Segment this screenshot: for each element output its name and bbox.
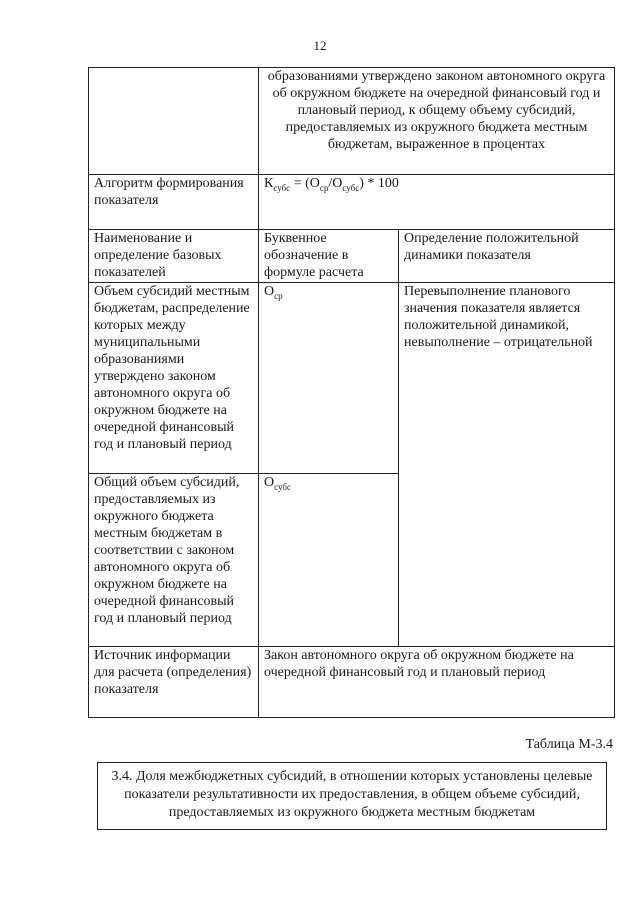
formula-close: ) * 100 [359,176,399,191]
algorithm-formula [259,175,615,230]
source-value: Закон автономного округа об окружном бюджете на очередной финансовый год и плановый период [259,647,615,718]
indicator-1-name: Объем субсидий местным бюджетам, распределение которых между муниципальными образованиями утверждено законом автономного округа об окружном бюджете на очередной финансовый год и плановый период [89,283,259,474]
indicator-2-letter: О [264,475,275,490]
table-label: Таблица М-3.4 [525,737,613,752]
formula-k-sub: субс [273,182,291,193]
formula-o2-sub: субс [342,182,360,193]
algorithm-label: Алгоритм формирования показателя [89,175,259,230]
continuation-text: образованиями утверждено законом автономного округа об окружном бюджете на очередной финансовый год и плановый период, к общему объему субсидий, предоставляемых из окружного бюджета местным бюджетам, выраженное в процентах [259,68,615,175]
indicator-2-letter-sub: субс [274,481,291,492]
indicator-1-letter-sub: ср [274,290,283,301]
table-row-headers [89,230,615,283]
header-letter: Буквенное обозначение в формуле расчета [259,230,399,283]
table-row-continuation [89,68,615,175]
table-row-algorithm [89,175,615,230]
indicator-2-symbol [259,474,399,647]
boxed-heading: 3.4. Доля межбюджетных субсидий, в отношении которых установлены целевые показатели результативности их предоставления, в общем объеме субсидий, предоставляемых из окружного бюджета местным бюджетам [97,762,607,830]
header-name: Наименование и определение базовых показателей [89,230,259,283]
formula-k: К [264,176,274,191]
table-row-source [89,647,615,718]
source-label: Источник информации для расчета (определения) показателя [89,647,259,718]
formula-o1-sub: ср [319,182,329,193]
header-dynamics: Определение положительной динамики показателя [399,230,615,283]
indicator-2-name: Общий объем субсидий, предоставляемых из окружного бюджета местным бюджетам в соответствии с законом автономного округа об окружном бюджете на очередной финансовый год и плановый период [89,474,259,647]
formula-eq-open: = (О [290,176,320,191]
indicator-1-symbol [259,283,399,474]
dynamics-text: Перевыполнение планового значения показателя является положительной динамикой, невыполнение – отрицательной [399,283,615,647]
indicator-table [88,67,615,718]
page-number: 12 [313,38,327,53]
table-row-indicator-1 [89,283,615,474]
indicator-1-letter: О [264,284,275,299]
formula-slash: /О [328,176,343,191]
